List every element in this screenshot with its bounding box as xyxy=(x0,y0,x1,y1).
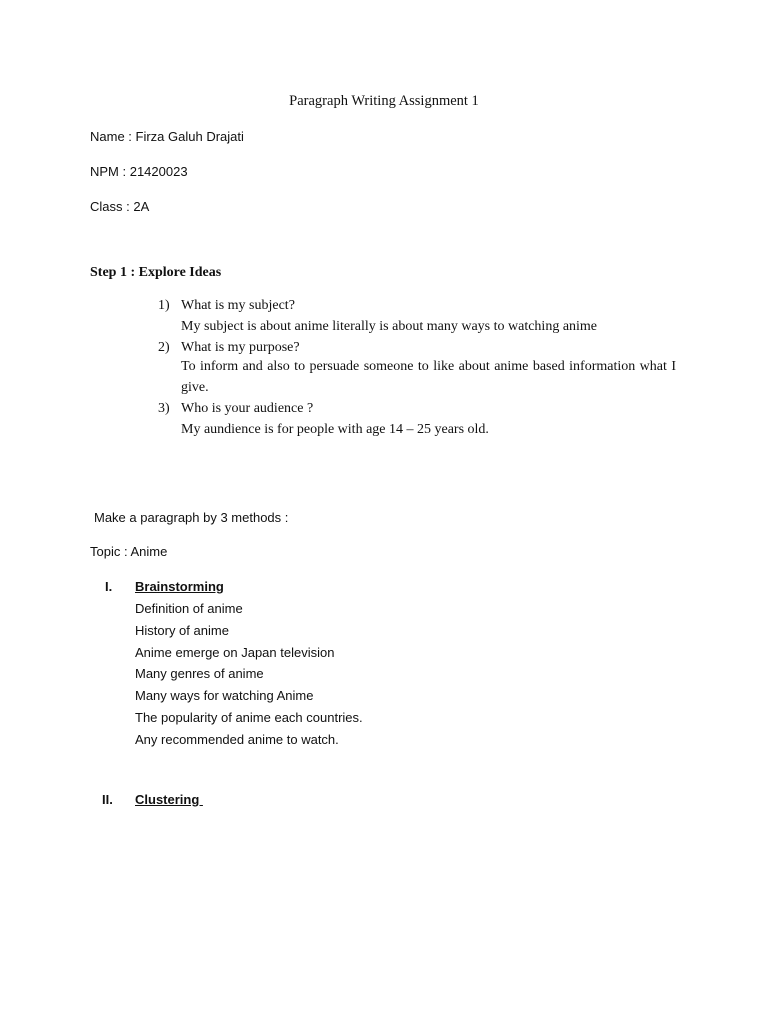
question-number: 1) xyxy=(158,298,170,313)
section-numeral: II. xyxy=(102,792,113,807)
question-answer: To inform and also to persuade someone to like about anime based information what I give. xyxy=(181,359,676,395)
document-title: Paragraph Writing Assignment 1 xyxy=(289,93,479,109)
question-text: What is my purpose? xyxy=(181,340,300,355)
list-item: The popularity of anime each countries. xyxy=(135,710,363,725)
list-item: Many genres of anime xyxy=(135,666,264,681)
clustering-heading: Clustering xyxy=(135,792,203,807)
npm-line: NPM : 21420023 xyxy=(90,164,188,179)
question-number: 3) xyxy=(158,401,170,416)
question-text: Who is your audience ? xyxy=(181,401,314,416)
step1-heading: Step 1 : Explore Ideas xyxy=(90,265,222,280)
list-item: Many ways for watching Anime xyxy=(135,688,314,703)
methods-intro: Make a paragraph by 3 methods : xyxy=(94,510,289,525)
class-line: Class : 2A xyxy=(90,199,150,214)
list-item: Any recommended anime to watch. xyxy=(135,732,339,747)
list-item: Definition of anime xyxy=(135,601,243,616)
question-number: 2) xyxy=(158,340,170,355)
question-answer: My subject is about anime literally is about many ways to watching anime xyxy=(181,319,598,334)
name-line: Name : Firza Galuh Drajati xyxy=(90,129,244,144)
list-item: Anime emerge on Japan television xyxy=(135,645,335,660)
question-text: What is my subject? xyxy=(181,298,295,313)
brainstorming-heading: Brainstorming xyxy=(135,579,224,594)
section-numeral: I. xyxy=(105,579,113,594)
list-item: History of anime xyxy=(135,623,229,638)
question-answer: My aundience is for people with age 14 – 25 years old. xyxy=(181,422,489,437)
topic-line: Topic : Anime xyxy=(90,544,168,559)
